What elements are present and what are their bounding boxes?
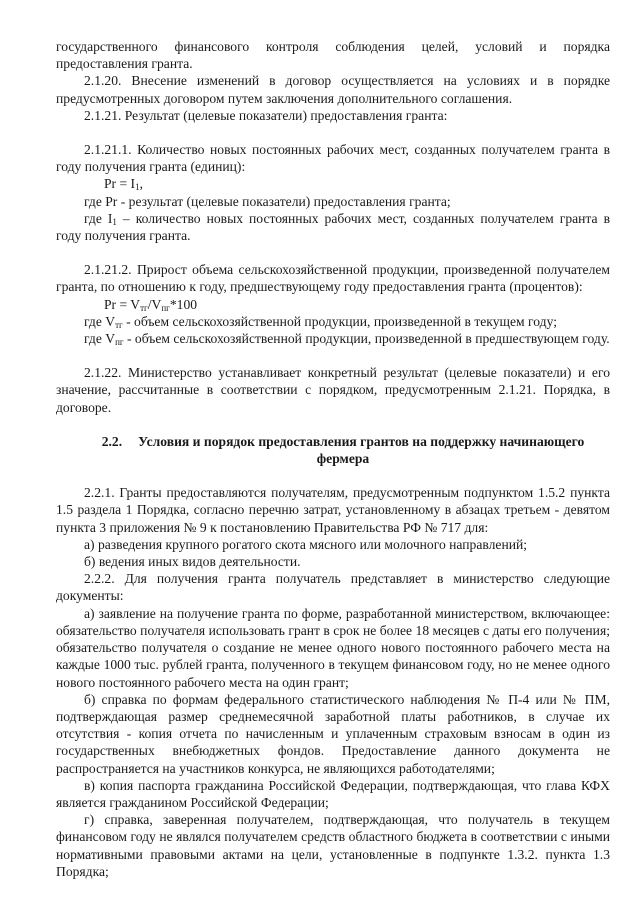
document-item-a: а) заявление на получение гранта по форме, разработанной министерством, включающее: обязательство получателя использовать грант в срок не более 18 месяцев с даты его получения; обязательство получателя о создание не менее одного нового постоянного рабочего места на каждые 1000 тыс. рублей гранта, полученного в текущем финансовом году, но не менее одного нового постоянного рабочего места на один грант; <box>56 605 610 690</box>
section-heading-2-2 <box>56 433 610 467</box>
section-title: Условия и порядок предоставления грантов на поддержку начинающего фермера <box>138 433 585 467</box>
section-number: 2.2. <box>101 433 123 449</box>
paragraph-2-1-21-1: 2.1.21.1. Количество новых постоянных рабочих мест, созданных получателем гранта в году получения гранта (единиц): <box>56 142 610 175</box>
spacer <box>56 124 610 141</box>
list-item-b: б) ведения иных видов деятельности. <box>84 554 301 570</box>
paragraph-2-1-21: 2.1.21. Результат (целевые показатели) предоставления гранта: <box>84 107 448 123</box>
document-item-v: в) копия паспорта гражданина Российской Федерации, подтверждающая, что глава КФХ является гражданином Российской Федерации; <box>56 777 610 810</box>
formula-pr-i1: $Pr = I_1$, <box>104 176 143 193</box>
paragraph-2-1-21-2: 2.1.21.2. Прирост объема сельскохозяйственной продукции, произведенной получателем гранта, по отношению к году, предшествующему году предоставления гранта (процентов): <box>56 262 610 295</box>
spacer <box>56 467 610 484</box>
spacer <box>56 244 610 261</box>
paragraph-2-2-2: 2.2.2. Для получения гранта получатель представляет в министерство следующие документы: <box>56 571 610 604</box>
spacer <box>56 347 610 364</box>
paragraph-2-2-1: 2.2.1. Гранты предоставляются получателям, предусмотренным подпунктом 1.5.2 пункта 1.5 раздела 1 Порядка, согласно перечню затрат, установленному в абзацах третьем - девятом пункта 3 приложения № 9 к постановлению Правительства РФ № 717 для: <box>56 485 610 535</box>
paragraph-2-1-20: 2.1.20. Внесение изменений в договор осуществляется на условиях и в порядке предусмотренных договором путем заключения дополнительного соглашения. <box>56 73 610 106</box>
definition-vpg: где $V_{пг}$ - объем сельскохозяйственной продукции, произведенной в предшествующем году. <box>84 331 610 348</box>
definition-vtg: где $V_{тг}$ - объем сельскохозяйственной продукции, произведенной в текущем году; <box>84 313 557 330</box>
definition-i1: где $I_1$ – количество новых постоянных рабочих мест, созданных получателем гранта в году получения гранта. <box>56 210 610 244</box>
list-item-a: а) разведения крупного рогатого скота мясного или молочного направлений; <box>84 536 528 552</box>
formula-pr-v: $Pr = V_{тг}/V_{пг}*100$ <box>104 296 198 313</box>
definition-pr: где Pr - результат (целевые показатели) предоставления гранта; <box>84 193 451 209</box>
paragraph-2-1-22: 2.1.22. Министерство устанавливает конкретный результат (целевые показатели) и его значение, рассчитанные в соответствии с порядком, предусмотренным 2.1.21. Порядка, в договоре. <box>56 365 610 415</box>
paragraph-financial-control: государственного финансового контроля соблюдения целей, условий и порядка предоставления гранта. <box>56 39 610 72</box>
document-item-b: б) справка по формам федерального статистического наблюдения № П-4 или № ПМ, подтверждающая размер среднемесячной заработной платы работников, в случае их отсутствия - копия отчета по начисленным и уплаченным страховым взносам в один из государственных внебюджетных фондов. Предоставление данного документа не распространяется на участников конкурса, не являющихся работодателями; <box>56 691 610 776</box>
document-item-g: г) справка, заверенная получателем, подтверждающая, что получатель в текущем финансовом году не являлся получателем средств областного бюджета в соответствии с иными нормативными правовыми актами на цели, установленные в подпункте 1.3.2. пункта 1.3 Порядка; <box>56 812 610 879</box>
spacer <box>56 416 610 433</box>
